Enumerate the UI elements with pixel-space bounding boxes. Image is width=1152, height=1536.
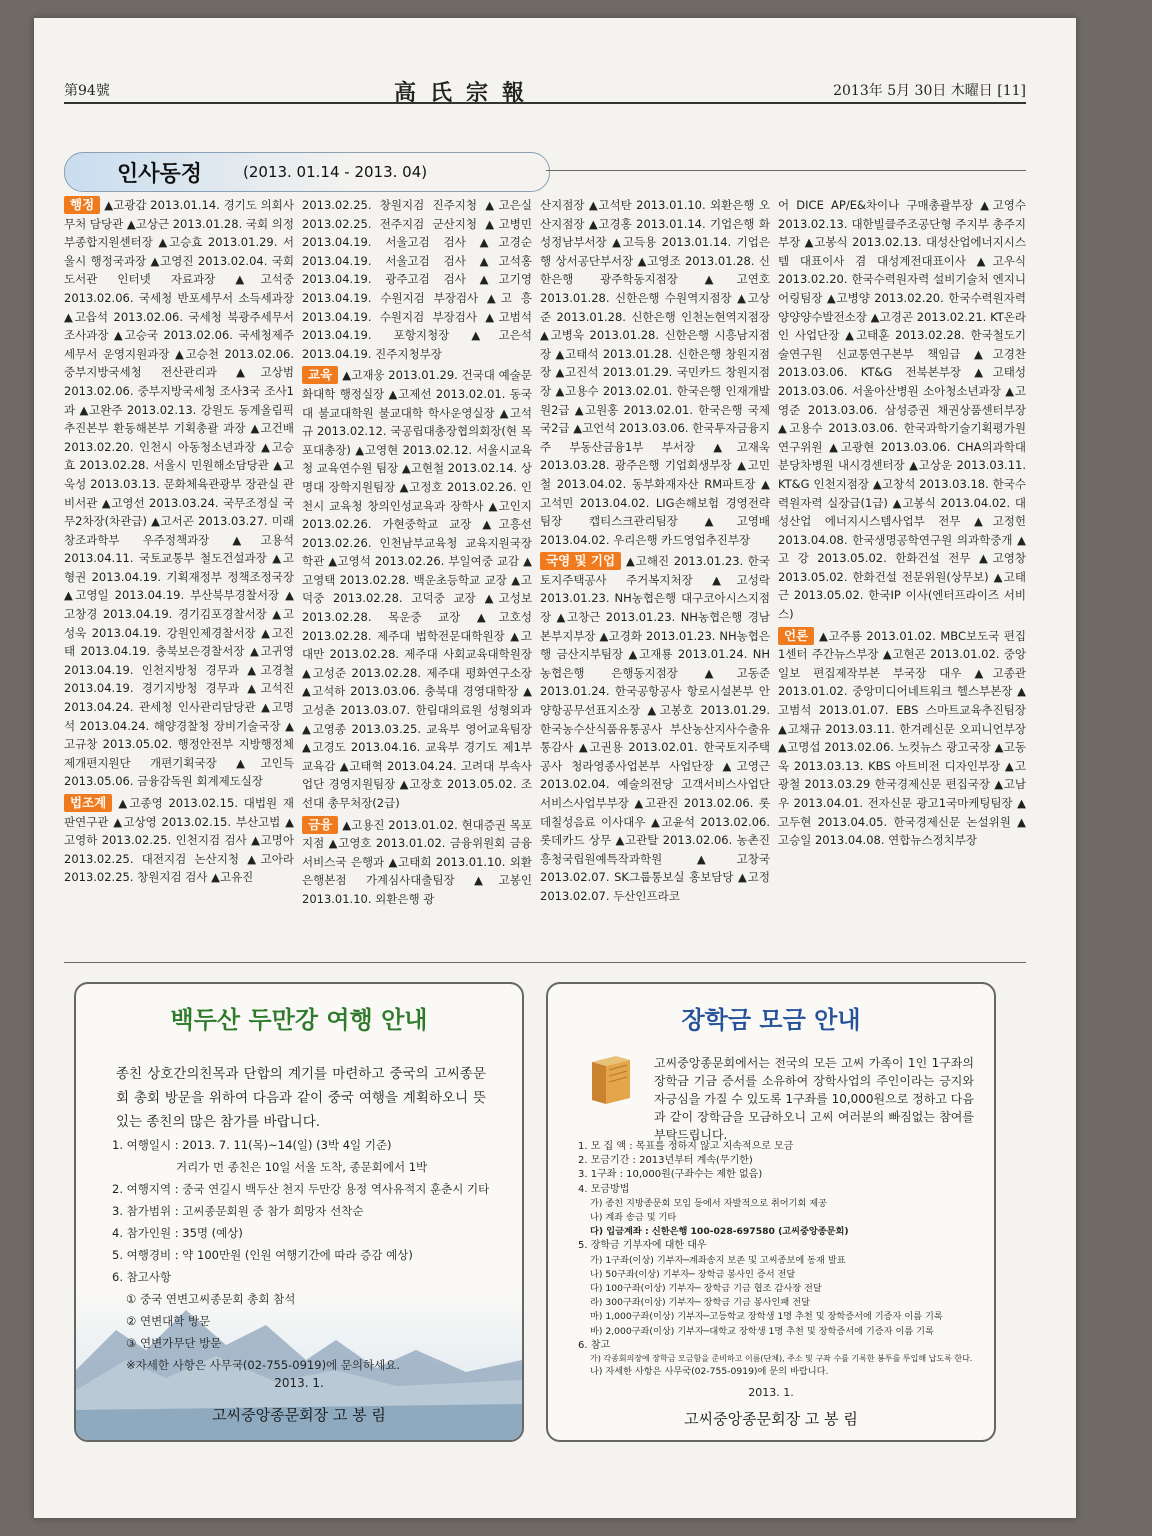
list-item: ※자세한 사항은 사무국(02-755-0919)에 문의하세요. xyxy=(126,1358,401,1372)
section-date-range: (2013. 01.14 - 2013. 04) xyxy=(243,163,428,181)
category-badge-media: 언론 xyxy=(778,627,814,645)
paragraph xyxy=(64,794,294,887)
paragraph xyxy=(540,552,770,905)
scholarship-notice-signature: 고씨중앙종문회장 고 봉 림 xyxy=(684,1410,858,1428)
paragraph xyxy=(540,196,770,549)
paragraph xyxy=(302,366,532,812)
section-title: 인사동정 xyxy=(117,162,203,187)
paragraph-text: ▲고광갑 2013.01.14. 경기도 의회사무처 담당관 ▲고상근 2013.01.28. 국회 의정부종합지원센터장 ▲고승효 2013.01.29. 서울시 행정국과장 ▲고영진 2013.02.04. 국회도서관 인터넷 자료과장 ▲고석중 2013.02.06. 국세청 반포세무서 소득세과장 ▲고읍석 2013.02.06. 국세청 북광주세무서 조사과장 ▲고승국 2013.02.06. 국세청제주세무서 운영지원과장 ▲고승천 2013.02.06. 중부지방국세청 전산관리과 ▲고상범 2013.02.06. 중부지방국세청 조사3국 조사1과 ▲고완주 2013.02.13. 강원도 동계올림픽추진본부 환동해본부 기획총괄 과장 ▲고건배 2013.02.20. 인천시 아동청소년과장 ▲고승효 2013.02.28. 서울시 민원해소담당관 ▲고욱성 2013.03.13. 문화체육관광부 장관실 관비서관 ▲고영선 2013.03.24. 국무조정실 국무2차장(차관급) ▲고서곤 2013.03.27. 미래창조과학부 우주정책과장 ▲고용석 2013.04.11. 국토교통부 철도건설과장 ▲고형권 2013.04.19. 기획재정부 정책조정국장 ▲고영일 2013.04.19. 부산북부경찰서장 ▲고창경 2013.04.19. 경기김포경찰서장 ▲고성욱 2013.04.19. 강원인제경찰서장 ▲고진태 2013.04.19. 충북보은경찰서장 ▲고귀영 2013.04.19. 인천지방청 경무과 ▲고경철 2013.04.19. 경기지방청 경무과 ▲고석진 2013.04.24. 관세청 인사관리담당관 ▲고명석 2013.04.24. 해양경찰청 장비기술국장 ▲고규창 2013.05.02. 행정안전부 지방행정체제개편지원단 개편기획국장 ▲고인득 2013.05.06. 금융감독원 회계제도실장 xyxy=(64,198,294,789)
list-item: 5. 여행경비 : 약 100만원 (인원 여행기간에 따라 증감 예상) xyxy=(112,1248,413,1262)
list-item: 3. 1구좌 : 10,000원(구좌수는 제한 없음) xyxy=(578,1169,763,1181)
paragraph xyxy=(64,196,294,791)
list-item: 6. 참고 xyxy=(578,1339,611,1351)
paragraph xyxy=(778,627,1026,850)
bank-account-item: 다) 입금계좌 : 신한은행 100-028-697580 (고씨중앙종문회) xyxy=(590,1226,849,1238)
list-item: 바) 2,000구좌(이상) 기부자─대학교 장학생 1명 추천 및 장학증서에 기증자 이름 기록 xyxy=(590,1325,934,1337)
list-item: 1. 모 집 액 : 목표를 정하지 않고 지속적으로 모금 xyxy=(578,1141,794,1152)
list-item: 4. 모금방법 xyxy=(578,1183,630,1195)
paragraph xyxy=(302,816,532,909)
list-item: 4. 참가인원 : 35명 (예상) xyxy=(112,1226,243,1240)
newspaper-page xyxy=(34,18,1076,1518)
travel-notice-box xyxy=(74,982,524,1442)
scholarship-notice-title: 장학금 모금 안내 xyxy=(681,1006,861,1034)
scholarship-notice-list xyxy=(578,1140,978,1379)
travel-notice-title: 백두산 두만강 여행 안내 xyxy=(170,1006,428,1034)
travel-notice-date: 2013. 1. xyxy=(274,1376,324,1390)
list-item: 1. 여행일시 : 2013. 7. 11(목)~14(일) (3박 4일 기준) xyxy=(112,1138,392,1152)
list-item: 나) 자세한 사항은 사무국(02-755-0919)에 문의 바랍니다. xyxy=(590,1366,829,1378)
paragraph-text: ▲고용진 2013.01.02. 현대증권 목포지점 ▲고영호 2013.01.02. 금융위원회 금융서비스국 은행과 ▲고태희 2013.01.10. 외환은행본점 가계심사대출팀장 ▲고봉인 2013.01.10. 외환은행 광 xyxy=(302,817,532,906)
list-item: 마) 1,000구좌(이상) 기부자─고등학교 장학생 1명 추천 및 장학증서에 기증자 이름 기록 xyxy=(590,1311,943,1323)
list-item: 나) 50구좌(이상) 기부자─ 장학금 봉사인 증서 전달 xyxy=(590,1268,796,1280)
column-4 xyxy=(778,196,1026,952)
list-item: 가) 1구좌(이상) 기부자─계좌송지 보존 및 고씨종보에 동재 발표 xyxy=(590,1254,846,1266)
section-divider xyxy=(546,170,1026,171)
scholarship-notice-box xyxy=(546,982,996,1442)
category-badge-finance: 금융 xyxy=(302,816,338,834)
scholarship-notice-intro: 고씨중앙종문회에서는 전국의 모든 고씨 가족이 1인 1구좌의 장학금 기금 증서를 소유하여 장학사업의 주인이라는 긍지와 자긍심을 가질 수 있도록 1구좌를 10,000원으로 정하고 다음과 같이 장학금을 모금하오니 고씨 여러분의 빠짐없는 참여를 부탁드립니다. xyxy=(654,1056,974,1142)
list-item: 라) 300구좌(이상) 기부자─ 장학금 기금 봉사인패 전달 xyxy=(590,1297,810,1309)
list-item: ③ 연변가무단 방문 xyxy=(126,1336,222,1350)
scholarship-notice-date: 2013. 1. xyxy=(748,1386,794,1399)
paragraph-text: ▲고재웅 2013.01.29. 건국대 예술문화대학 행정실장 ▲고제선 2013.02.01. 동국대 불교대학원 불교대학 학사운영실장 ▲고석규 2013.02.12. 국공립대총장협의회장(현 목포대총장) ▲고영현 2013.02.12. 서울시교육청 교육연수원 팀장 ▲고현철 2013.02.14. 상명대 장학지원팀장 ▲고정호 2013.02.26. 인천시 교육청 창의인성교육과 장학사 ▲고인지 2013.02.26. 가현중학교 교장 ▲고흥선 2013.02.26. 인천남부교육청 교육지원국장학관 ▲고영석 2013.02.26. 부일여중 교감 ▲고영택 2013.02.28. 백운초등학교 교장 ▲고덕중 2013.02.28. 고덕중 교장 ▲고성보 2013.02.28. 목운중 교장 ▲고호성 2013.02.28. 제주대 법학전문대학원장 ▲고대만 2013.02.28. 제주대 사회교육대학원장 ▲고성준 2013.02.28. 제주대 평화연구소장 ▲고석하 2013.03.06. 충북대 경영대학장 ▲고성춘 2013.03.07. 한림대의료원 성형외과 ▲고영종 2013.03.25. 교육부 영어교육팀장 ▲고경도 2013.04.16. 교육부 경기도 제1부교육감 ▲고태혁 2013.04.24. 고려대 부속사업단 경영지원팀장 ▲고장호 2013.05.02. 조선대 총무처장(2급) xyxy=(302,368,532,810)
paragraph-text: 어 DICE AP/E&차이나 구매총괄부장 ▲고영수 2013.02.13. 대한빌클주조공단형 주지부 총주지부장 ▲고봉식 2013.02.13. 대성산업에너지시스템 대표이사 겸 대성계전대표이사 ▲고우식 2013.02.20. 한국수력원자력 설비기술처 엔지니어링팀장 ▲고병양 2013.02.20. 한국수력원자력 양양양수발전소장 ▲고경곤 2013.02.21. KT온라인 사업단장 ▲고태훈 2013.02.28. 한국철도기술연구원 신교통연구본부 책임급 ▲고경찬 2013.03.06. KT&G 전북본부장 ▲고태성 2013.03.06. 서울아산병원 소아청소년과장 ▲고영준 2013.03.06. 삼성증권 채권상품센터부장 ▲고용수 2013.03.06. 한국과학기술기획평가원 연구위원 ▲고광현 2013.03.06. CHA의과학대 분당차병원 내시경센터장 ▲고상운 2013.03.11. KT&G 인천지점장 ▲고창석 2013.03.18. 한국수력원자력 실장급(1급) ▲고봉식 2013.04.02. 대성산업 에너지시스템사업부 전무 ▲고정헌 2013.04.08. 한국생명공학연구원 의과학중개 ▲고 강 2013.05.02. 한화건설 전무 ▲고영창 2013.05.02. 한화건설 전문위원(상무보) ▲고태근 2013.05.02. 한국IP 이사(엔터프라이즈 서비스) xyxy=(778,198,1026,622)
list-item: 3. 참가범위 : 고씨종문회원 중 참가 희망자 선착순 xyxy=(112,1204,364,1218)
newspaper-title: 高氏宗報 xyxy=(394,80,539,106)
list-item: ① 중국 연변고씨종문회 총회 참석 xyxy=(126,1292,296,1306)
list-item: 거리가 먼 종친은 10일 서울 도착, 종문회에서 1박 xyxy=(176,1160,428,1174)
list-item: 가) 종친 지방종문회 모임 등에서 자발적으로 취어기회 제공 xyxy=(590,1197,828,1209)
masthead xyxy=(64,76,1026,104)
column-1 xyxy=(64,196,294,952)
paragraph-text: ▲고종영 2013.02.15. 대법원 재판연구관 ▲고상영 2013.02.15. 부산고법 ▲고영하 2013.02.25. 인천지검 검사 ▲고명아 2013.02.25. 대전지검 논산지청 ▲고아라 2013.02.25. 창원지검 검사 ▲고유진 xyxy=(64,796,294,885)
issue-number: 第94號 xyxy=(64,83,110,99)
travel-notice-signature: 고씨중앙종문회장 고 봉 림 xyxy=(212,1406,386,1424)
paragraph-text: ▲고해진 2013.01.23. 한국토지주택공사 주거복지처장 ▲고성락 2013.01.23. NH농협은행 대구코아시스지점장 ▲고창근 2013.01.23. NH농협은행 경남본부지부장 ▲고경화 2013.01.23. NH농협은행 금산지부팀장 ▲고재룡 2013.01.24. NH농협은행 은행동지점장 ▲고동준 2013.01.24. 한국공항공사 항로시설본부 안양항공무선표지소장 ▲고봉호 2013.01.29. 한국농수산식품유통공사 부산농산지사수출유통감사 ▲고권용 2013.02.01. 한국토지주택공사 청라영종사업본부 사업단장 ▲고영근 2013.02.04. 예술의전당 고객서비스사업단 서비스사업부부장 ▲고관진 2013.02.06. 롯데칠성음료 이사대우 ▲고윤석 2013.02.06. 롯데카드 상무 ▲고관탈 2013.02.06. 농촌진흥청국립원예특작과학원 ▲고창국 2013.02.07. SK그룹통보실 홍보담당 ▲고정 2013.02.07. 두산인프라코 xyxy=(540,554,770,903)
paragraph xyxy=(778,196,1026,624)
list-item: 다) 100구좌(이상) 기부자─ 장학금 기금 협조 감사장 전달 xyxy=(590,1283,822,1295)
personnel-columns xyxy=(64,196,1026,956)
travel-notice-list xyxy=(112,1134,492,1376)
list-item: ② 연변대학 방문 xyxy=(126,1314,211,1328)
paragraph-text: 2013.02.25. 창원지검 진주지청 ▲고은실 2013.02.25. 전주지검 군산지청 ▲고병민 2013.04.19. 서울고검 검사 ▲고경순 2013.04.19. 서울고검 검사 ▲고석홍 2013.04.19. 광주고검 검사 ▲고기영 2013.04.19. 수원지검 부장검사 ▲고 흥 2013.04.19. 수원지검 부장검사 ▲고범석 2013.04.19. 포항지청장 ▲고은석 2013.04.19. 진주지청부장 xyxy=(302,198,532,361)
travel-notice-intro: 종친 상호간의친목과 단합의 계기를 마련하고 중국의 고씨종문회 총회 방문을 위하여 다음과 같이 중국 여행을 계획하오니 뜻있는 종친의 많은 참가를 바랍니다. xyxy=(116,1066,486,1130)
category-badge-legal: 법조계 xyxy=(64,794,112,812)
category-badge-admin: 행정 xyxy=(64,196,100,214)
paragraph-text: ▲고주룡 2013.01.02. MBC보도국 편집1센터 주간뉴스부장 ▲고현곤 2013.01.02. 중앙일보 편집제작부본 부국장 대우 ▲고종관 2013.01.02. 중앙미디어네트워크 헬스부본장 ▲고범석 2013.01.07. EBS 스마트교육추진팀장 ▲고채규 2013.03.11. 한겨레신문 오피니언부장 ▲고명섭 2013.02.06. 노컷뉴스 광고국장 ▲고동욱 2013.03.13. KBS 아트비전 디자인부장 ▲고광철 2013.03.29 한국경제신문 편집국장 ▲고남우 2013.04.01. 전자신문 광고1국마케팅팀장 ▲고두현 2013.04.05. 한국경제신문 논설위원 ▲고승일 2013.04.08. 연합뉴스정치부장 xyxy=(778,628,1026,848)
list-item: 가) 각종회의장에 장학금 모금함을 준비하고 이름(단체), 주소 및 구좌 수를 기록한 봉투를 투입해 납도록 한다. xyxy=(590,1354,973,1364)
list-item: 나) 계좌 송금 및 기타 xyxy=(590,1212,677,1224)
publication-date: 2013年 5月 30日 木曜日 [11] xyxy=(833,83,1026,99)
paragraph-text: 산지점장 ▲고석탄 2013.01.10. 외환은행 오산지점장 ▲고경홍 2013.01.14. 기업은행 화성정남부서장 ▲고득용 2013.01.14. 기업은행 상서공단부서장 ▲고영조 2013.01.28. 신한은행 광주학동지점장 ▲고연호 2013.01.28. 신한은행 수원역지점장 ▲고상준 2013.01.28. 신한은행 인천논현역지점장 ▲고병욱 2013.01.28. 신한은행 시흥남지점장 ▲고태석 2013.01.28. 신한은행 창원지점장 ▲고진석 2013.01.29. 국민카드 창원지점장 ▲고용수 2013.02.01. 한국은행 인재개발원2급 ▲고원홍 2013.02.01. 한국은행 국제국2급 ▲고언석 2013.03.06. 한국투자금융지주 부동산금융1부 부서장 ▲고재욱 2013.03.28. 광주은행 기업회생부장 ▲고민철 2013.04.02. 동부화재자산 RM파트장 ▲고석민 2013.04.02. LIG손해보험 경영전략팀장 캡티스크관리팀장 ▲고영배 2013.04.02. 우리은행 카드영업추진부장 xyxy=(540,198,770,547)
bottom-divider xyxy=(64,962,1026,963)
column-2 xyxy=(302,196,532,952)
column-3 xyxy=(540,196,770,952)
list-item: 2. 여행지역 : 중국 연길시 백두산 천지 두만강 용정 역사유적지 훈춘시 기타 xyxy=(112,1182,490,1196)
list-item: 5. 장학금 기부자에 대한 대우 xyxy=(578,1240,707,1252)
list-item: 6. 참고사항 xyxy=(112,1270,172,1284)
section-header xyxy=(64,152,550,192)
list-item: 2. 모금기간 : 2013년부터 계속(무기한) xyxy=(578,1155,753,1167)
category-badge-education: 교육 xyxy=(302,366,338,384)
book-icon xyxy=(586,1052,636,1108)
paragraph xyxy=(302,196,532,363)
category-badge-corporate: 국영 및 기업 xyxy=(540,552,621,570)
